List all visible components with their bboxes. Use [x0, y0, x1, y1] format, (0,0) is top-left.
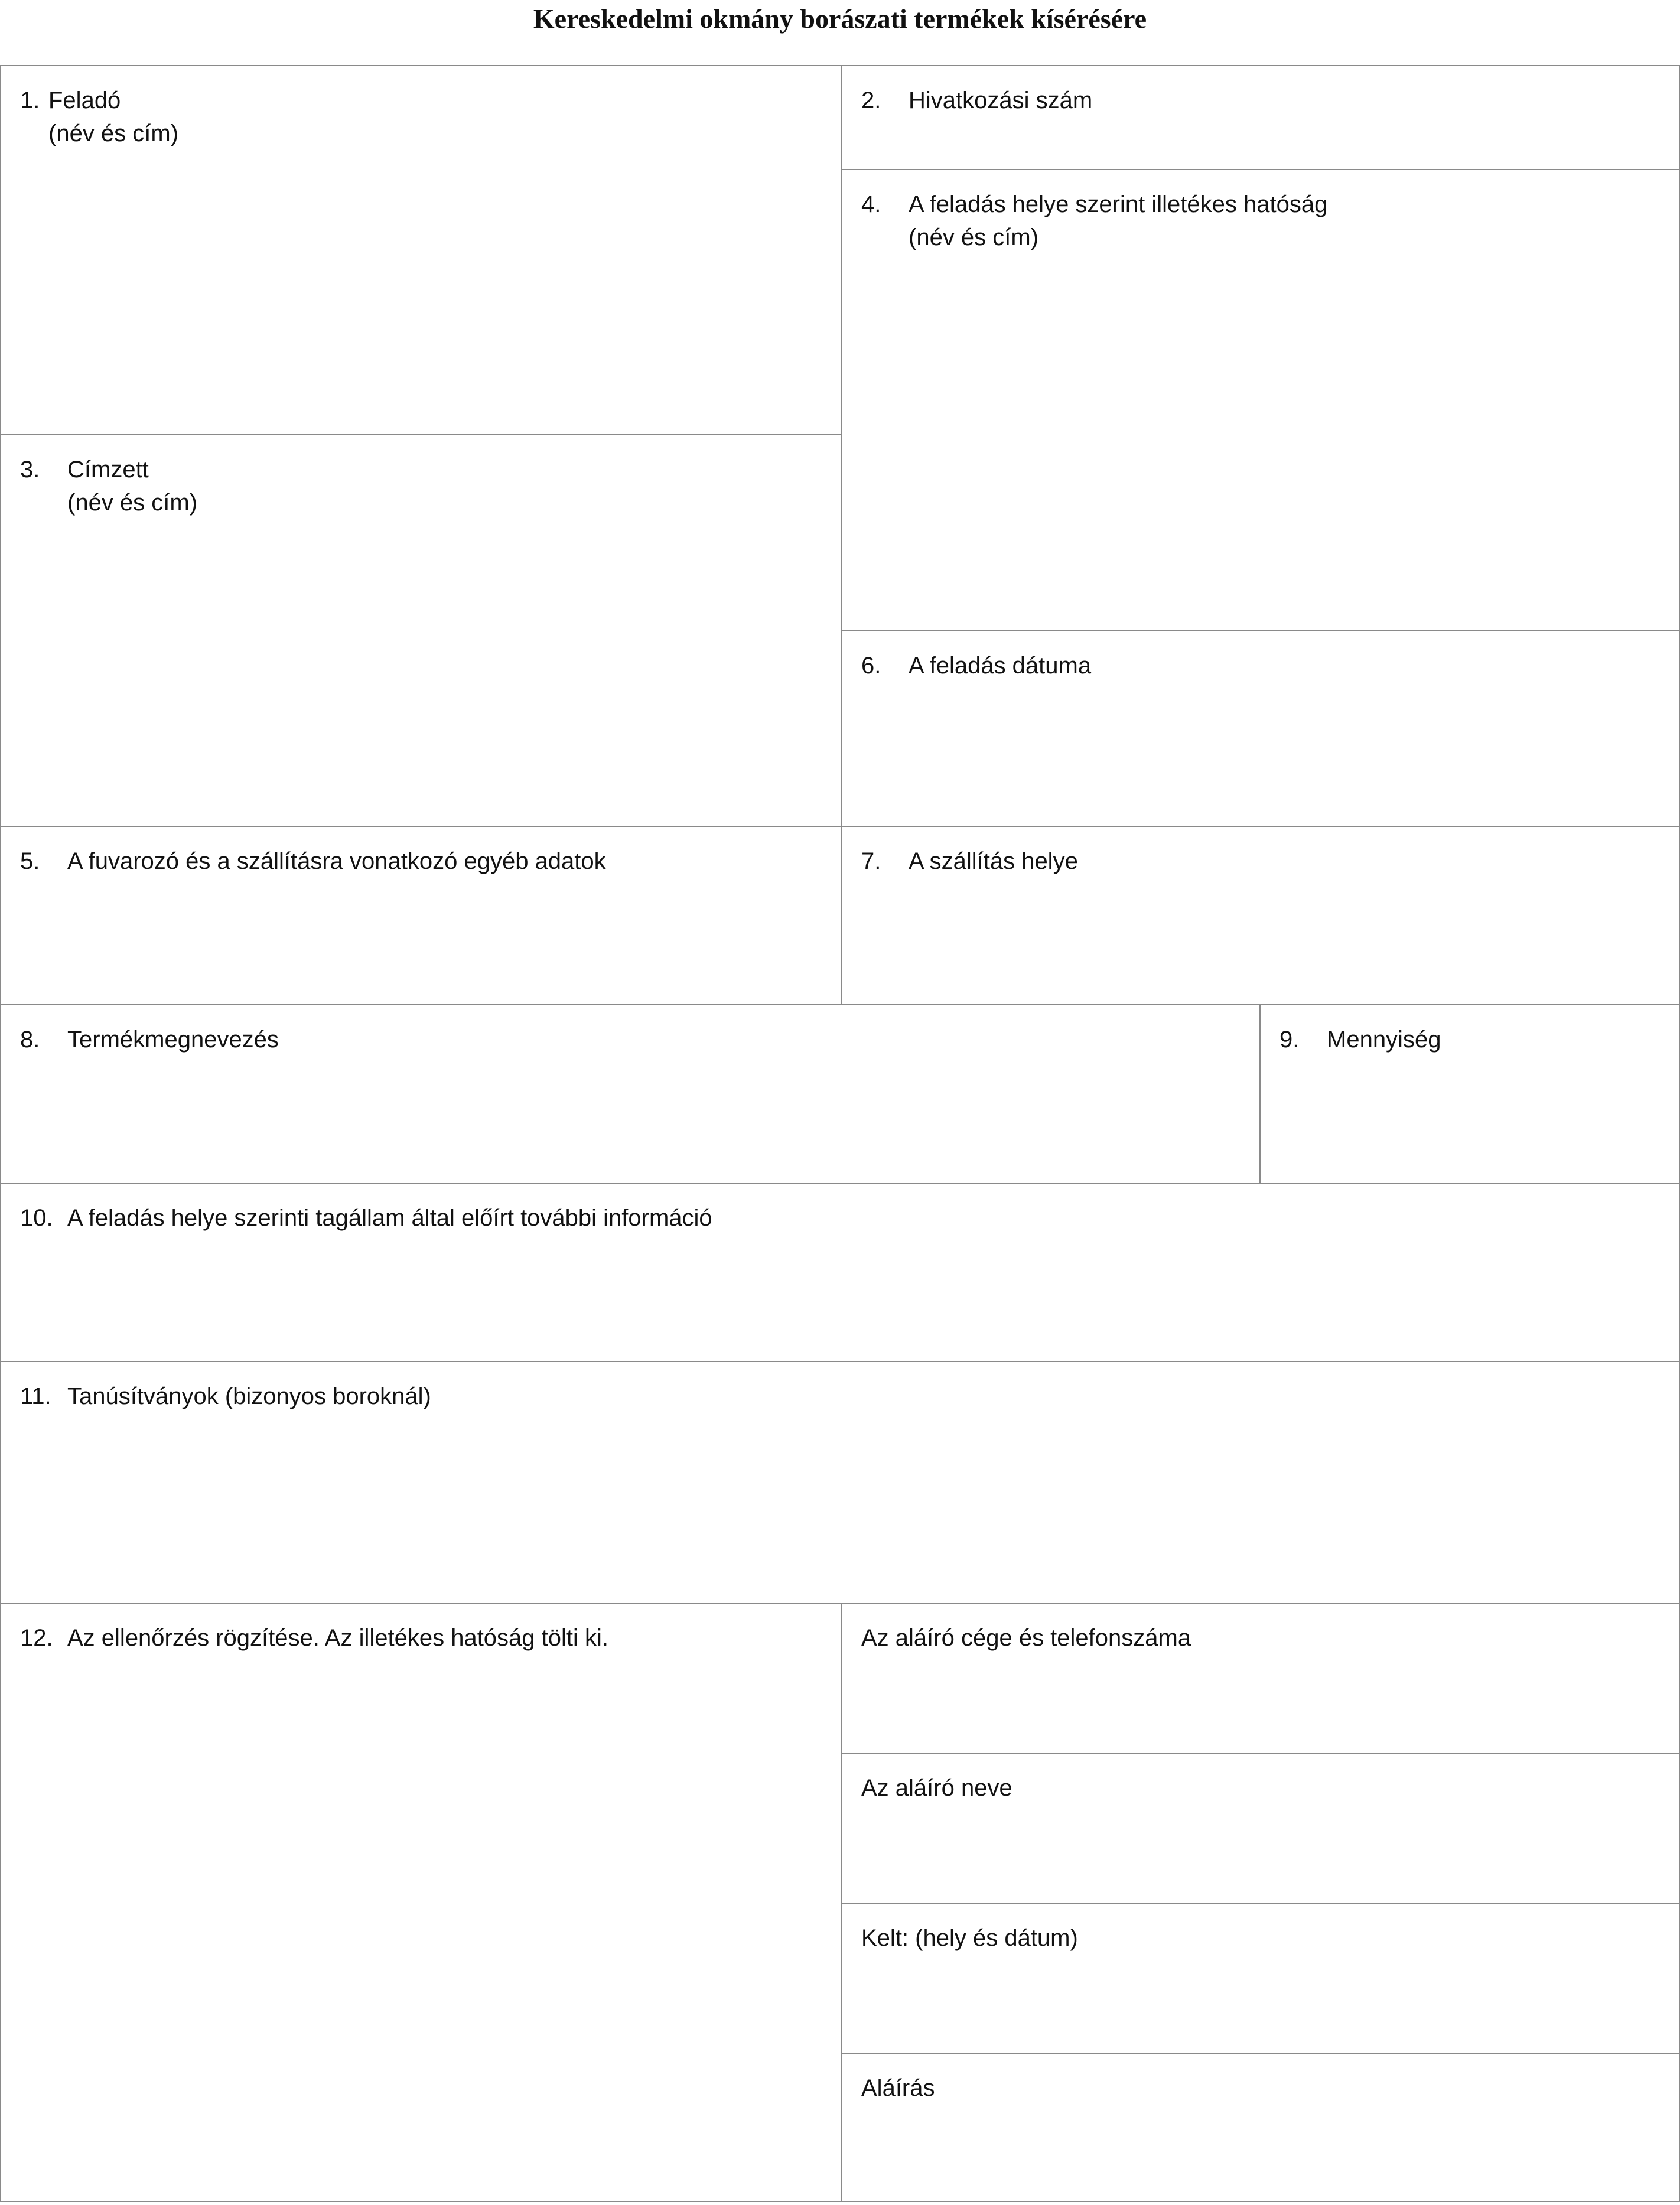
box-3-title: Címzett	[67, 457, 149, 483]
box-8-product-description[interactable]	[0, 1004, 1261, 1184]
box-11-number: 11.	[20, 1383, 51, 1409]
box-1-number: 1.	[20, 87, 40, 113]
box-1-subtitle: (név és cím)	[48, 120, 179, 146]
box-11-label	[20, 1380, 431, 1413]
box-5-number: 5.	[20, 848, 40, 874]
place-date-field[interactable]	[841, 1903, 1680, 2054]
box-1-sender[interactable]	[0, 65, 842, 435]
box-2-reference-number[interactable]	[841, 65, 1680, 170]
box-4-title: A feladás helye szerint illetékes hatóság	[909, 191, 1328, 217]
box-7-delivery-place[interactable]	[841, 826, 1680, 1005]
box-6-number: 6.	[861, 653, 881, 679]
document-title: Kereskedelmi okmány borászati termékek kísérésére	[533, 4, 1147, 34]
signatory-name-label: Az aláíró neve	[861, 1775, 1012, 1801]
box-4-label	[861, 188, 1327, 254]
box-2-label	[861, 84, 1092, 117]
box-7-label	[861, 845, 1078, 878]
box-5-label	[20, 845, 606, 878]
box-6-dispatch-date[interactable]	[841, 630, 1680, 827]
box-8-title: Termékmegnevezés	[67, 1027, 279, 1053]
box-12-title: Az ellenőrzés rögzítése. Az illetékes hatóság tölti ki.	[67, 1625, 609, 1651]
box-5-title: A fuvarozó és a szállításra vonatkozó egyéb adatok	[67, 848, 606, 874]
box-12-label	[20, 1621, 608, 1654]
signatory-company-phone-label: Az aláíró cége és telefonszáma	[861, 1625, 1191, 1651]
box-2-number: 2.	[861, 87, 881, 113]
place-date-label: Kelt: (hely és dátum)	[861, 1925, 1078, 1951]
box-5-carrier[interactable]	[0, 826, 842, 1005]
box-9-title: Mennyiség	[1327, 1027, 1441, 1053]
box-1-title: Feladó	[48, 87, 121, 113]
box-3-label	[20, 453, 197, 519]
box-6-label	[861, 649, 1091, 682]
box-12-control-record[interactable]	[0, 1603, 842, 2202]
box-10-additional-info[interactable]	[0, 1183, 1680, 1362]
box-7-number: 7.	[861, 848, 881, 874]
box-9-number: 9.	[1279, 1027, 1300, 1053]
box-10-label	[20, 1201, 712, 1235]
box-4-number: 4.	[861, 191, 881, 217]
signature-label: Aláírás	[861, 2075, 935, 2101]
box-4-subtitle: (név és cím)	[909, 224, 1039, 250]
box-4-competent-authority[interactable]	[841, 169, 1680, 631]
box-9-label	[1279, 1023, 1441, 1056]
box-10-number: 10.	[20, 1205, 53, 1231]
signature-field[interactable]	[841, 2053, 1680, 2202]
box-8-label	[20, 1023, 279, 1056]
box-10-title: A feladás helye szerinti tagállam által előírt további információ	[67, 1205, 712, 1231]
box-11-title: Tanúsítványok (bizonyos boroknál)	[67, 1383, 431, 1409]
signatory-name-field[interactable]	[841, 1753, 1680, 1904]
box-7-title: A szállítás helye	[909, 848, 1078, 874]
box-3-subtitle: (név és cím)	[67, 490, 198, 516]
box-3-number: 3.	[20, 457, 40, 483]
box-1-label	[20, 84, 178, 150]
signatory-company-phone-field[interactable]	[841, 1603, 1680, 1754]
box-3-consignee[interactable]	[0, 434, 842, 827]
box-12-number: 12.	[20, 1625, 53, 1651]
box-6-title: A feladás dátuma	[909, 653, 1092, 679]
box-8-number: 8.	[20, 1027, 40, 1053]
box-11-certificates[interactable]	[0, 1361, 1680, 1604]
box-9-quantity[interactable]	[1259, 1004, 1680, 1184]
box-2-title: Hivatkozási szám	[909, 87, 1093, 113]
